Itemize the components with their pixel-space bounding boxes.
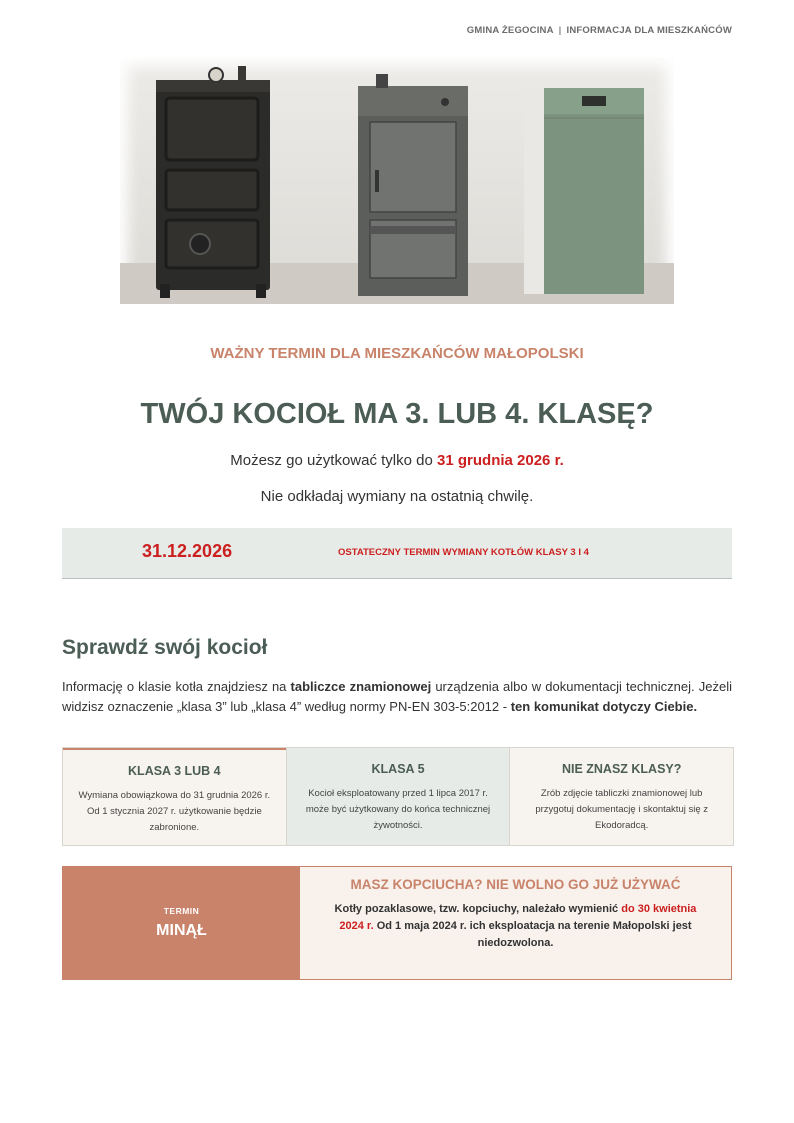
header-info: INFORMACJA DLA MIESZKAŃCÓW xyxy=(566,25,732,36)
deadline-date: 31.12.2026 xyxy=(142,541,233,561)
green-modern-boiler-icon xyxy=(524,88,644,294)
boilers-illustration xyxy=(120,58,674,304)
para-part-1: Informację o klasie kotła znajdziesz na xyxy=(62,679,291,694)
deadline-banner xyxy=(62,528,732,579)
grey-boiler-icon xyxy=(358,74,468,296)
warning-label-small: TERMIN xyxy=(163,906,200,916)
page-title: TWÓJ KOCIOŁ MA 3. LUB 4. KLASĘ? xyxy=(140,398,654,430)
deadline-description: OSTATECZNY TERMIN WYMIANY KOTŁÓW KLASY 3 I 4 xyxy=(338,547,589,558)
section-paragraph xyxy=(62,677,732,717)
warning-label xyxy=(63,867,300,979)
warning-text-1: Kotły pozaklasowe, tzw. kopciuchy, należało wymienić xyxy=(334,903,622,915)
card-title: KLASA 5 xyxy=(371,762,425,776)
warning-heading: MASZ KOPCIUCHA? NIE WOLNO GO JUŻ UŻYWAĆ xyxy=(350,877,681,892)
para-bold-2: ten komunikat dotyczy Ciebie. xyxy=(510,699,698,714)
warning-content xyxy=(300,867,731,979)
hero-image xyxy=(120,58,674,304)
para-part-2: urządzenia albo w dokumentacji technicznej. Jeżeli widzisz oznaczenie „klasa 3” lub „klasa 4” według normy PN-EN 303-5:2012 - xyxy=(62,679,733,714)
para-bold-1: tabliczce znamionowej xyxy=(290,679,432,694)
class-cards xyxy=(62,747,734,846)
section-heading: Sprawdź swój kocioł xyxy=(62,636,268,659)
lead-highlight-date: 31 grudnia 2026 r. xyxy=(437,452,564,469)
warning-box xyxy=(62,866,732,980)
lead-text-before: Możesz go użytkować tylko do xyxy=(230,452,438,469)
header-separator: | xyxy=(558,25,562,36)
warning-text-date: do 30 kwietnia 2024 r. xyxy=(339,903,697,932)
lead-text-2: Nie odkładaj wymiany na ostatnią chwilę. xyxy=(260,488,534,505)
warning-text-2: Od 1 maja 2024 r. ich eksploatacja na terenie Małopolski jest niedozwolona. xyxy=(373,920,692,949)
card-text: Zrób zdjęcie tabliczki znamionowej lub przygotuj dokumentację i skontaktuj się z Ekodoradcą. xyxy=(535,788,709,831)
card-class-5 xyxy=(286,748,510,845)
card-text: Kocioł eksploatowany przed 1 lipca 2017 r. może być użytkowany do końca technicznej żywotności. xyxy=(305,788,491,831)
header-municipality: GMINA ŻEGOCINA xyxy=(466,25,554,36)
card-title: NIE ZNASZ KLASY? xyxy=(561,762,682,776)
old-cast-iron-boiler-icon xyxy=(156,66,270,298)
card-title: KLASA 3 LUB 4 xyxy=(128,764,221,778)
warning-text xyxy=(322,901,709,952)
lead-text xyxy=(0,452,794,469)
warning-label-big: MINĄŁ xyxy=(156,922,207,939)
card-class-3-4 xyxy=(63,748,286,845)
card-unknown-class xyxy=(509,748,733,845)
kicker-text: WAŻNY TERMIN DLA MIESZKAŃCÓW MAŁOPOLSKI xyxy=(210,345,584,362)
card-text: Wymiana obowiązkowa do 31 grudnia 2026 r. Od 1 stycznia 2027 r. użytkowanie będzie zabronione. xyxy=(78,790,271,833)
page-header xyxy=(467,25,732,36)
